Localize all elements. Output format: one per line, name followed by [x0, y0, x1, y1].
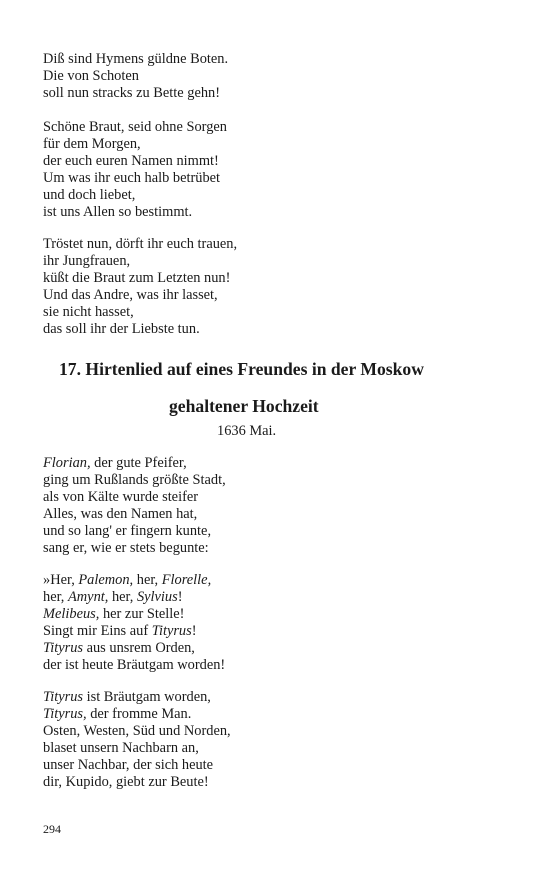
stanza-4 [43, 455, 226, 556]
text-segment: unser Nachbar, der sich heute [43, 756, 214, 773]
text-segment: her zur Stelle! [99, 605, 185, 622]
poem-title-line-2: gehaltener Hochzeit [169, 396, 319, 416]
text-segment: blaset unsern Nachbarn an, [43, 739, 199, 756]
italic-text: Palemon, [78, 572, 134, 588]
verse-line [43, 472, 226, 489]
verse-line [43, 757, 231, 774]
stanza-6 [43, 689, 231, 790]
text-segment: ! [177, 588, 183, 605]
text-segment: als von Kälte wurde steifer [43, 488, 199, 505]
stanza-3 [43, 236, 237, 337]
verse-line: das soll ihr der Liebste tun. [43, 320, 200, 337]
italic-text: Tityrus, [43, 705, 87, 722]
stanza-5 [43, 572, 225, 673]
verse-line: sie nicht hasset, [43, 303, 134, 320]
text-segment: Osten, Westen, Süd und Norden, [43, 722, 231, 739]
text-segment: der gute Pfeifer, [90, 455, 187, 471]
verse-line: ihr Jungfrauen, [43, 252, 131, 269]
verse-line [43, 455, 226, 472]
italic-text: Sylvius [136, 588, 178, 605]
verse-line: Die von Schoten [43, 67, 139, 84]
poem-title-line-1: 17. Hirtenlied auf eines Freundes in der Moskow [59, 359, 424, 379]
text-segment: her, [43, 588, 68, 605]
verse-line [43, 540, 226, 557]
verse-line: für dem Morgen, [43, 135, 141, 152]
verse-line [43, 640, 225, 657]
verse-line [43, 623, 225, 640]
verse-line: küßt die Braut zum Letzten nun! [43, 269, 231, 286]
italic-text: Amynt, [68, 588, 109, 605]
italic-text: Tityrus [151, 622, 192, 639]
text-segment: dir, Kupido, giebt zur Beute! [43, 773, 209, 790]
text-segment: »Her, [43, 572, 79, 588]
verse-line: der euch euren Namen nimmt! [43, 152, 219, 169]
italic-text: Florelle, [161, 572, 212, 588]
verse-line [43, 774, 231, 791]
verse-line [43, 589, 225, 606]
stanza-2 [43, 119, 227, 220]
verse-line [43, 740, 231, 757]
verse-line: Diß sind Hymens güldne Boten. [43, 51, 229, 67]
verse-line [43, 657, 225, 674]
verse-line [43, 572, 225, 589]
stanza-1 [43, 51, 228, 102]
text-segment: sang er, wie er stets begunte: [43, 539, 209, 556]
verse-line [43, 689, 231, 706]
italic-text: Florian, [43, 455, 91, 471]
verse-line: Schöne Braut, seid ohne Sorgen [43, 119, 227, 135]
text-segment: ist Bräutgam worden, [83, 689, 211, 705]
italic-text: Melibeus, [43, 605, 100, 622]
text-segment: und so lang' er fingern kunte, [43, 522, 212, 539]
text-segment: ging um Rußlands größte Stadt, [43, 471, 226, 488]
verse-line: Tröstet nun, dörft ihr euch trauen, [43, 236, 238, 252]
verse-line: soll nun stracks zu Bette gehn! [43, 84, 221, 101]
text-segment: aus unsrem Orden, [83, 639, 195, 656]
verse-line [43, 606, 225, 623]
verse-line [43, 489, 226, 506]
text-segment: Singt mir Eins auf [43, 622, 152, 639]
verse-line [43, 723, 231, 740]
verse-line [43, 506, 226, 523]
italic-text: Tityrus [43, 639, 83, 656]
verse-line: und doch liebet, [43, 186, 136, 203]
text-segment: Alles, was den Namen hat, [43, 505, 198, 522]
text-segment: der fromme Man. [86, 705, 192, 722]
verse-line: Um was ihr euch halb betrübet [43, 169, 221, 186]
italic-text: Tityrus [43, 689, 83, 705]
text-segment: her, [133, 572, 162, 588]
verse-line [43, 523, 226, 540]
verse-line [43, 706, 231, 723]
page-number: 294 [43, 822, 61, 836]
text-segment: ! [191, 622, 197, 639]
text-segment: der ist heute Bräutgam worden! [43, 656, 226, 673]
text-segment: her, [108, 588, 137, 605]
poem-date: 1636 Mai. [217, 423, 277, 439]
verse-line: ist uns Allen so bestimmt. [43, 203, 193, 220]
verse-line: Und das Andre, was ihr lasset, [43, 286, 218, 303]
